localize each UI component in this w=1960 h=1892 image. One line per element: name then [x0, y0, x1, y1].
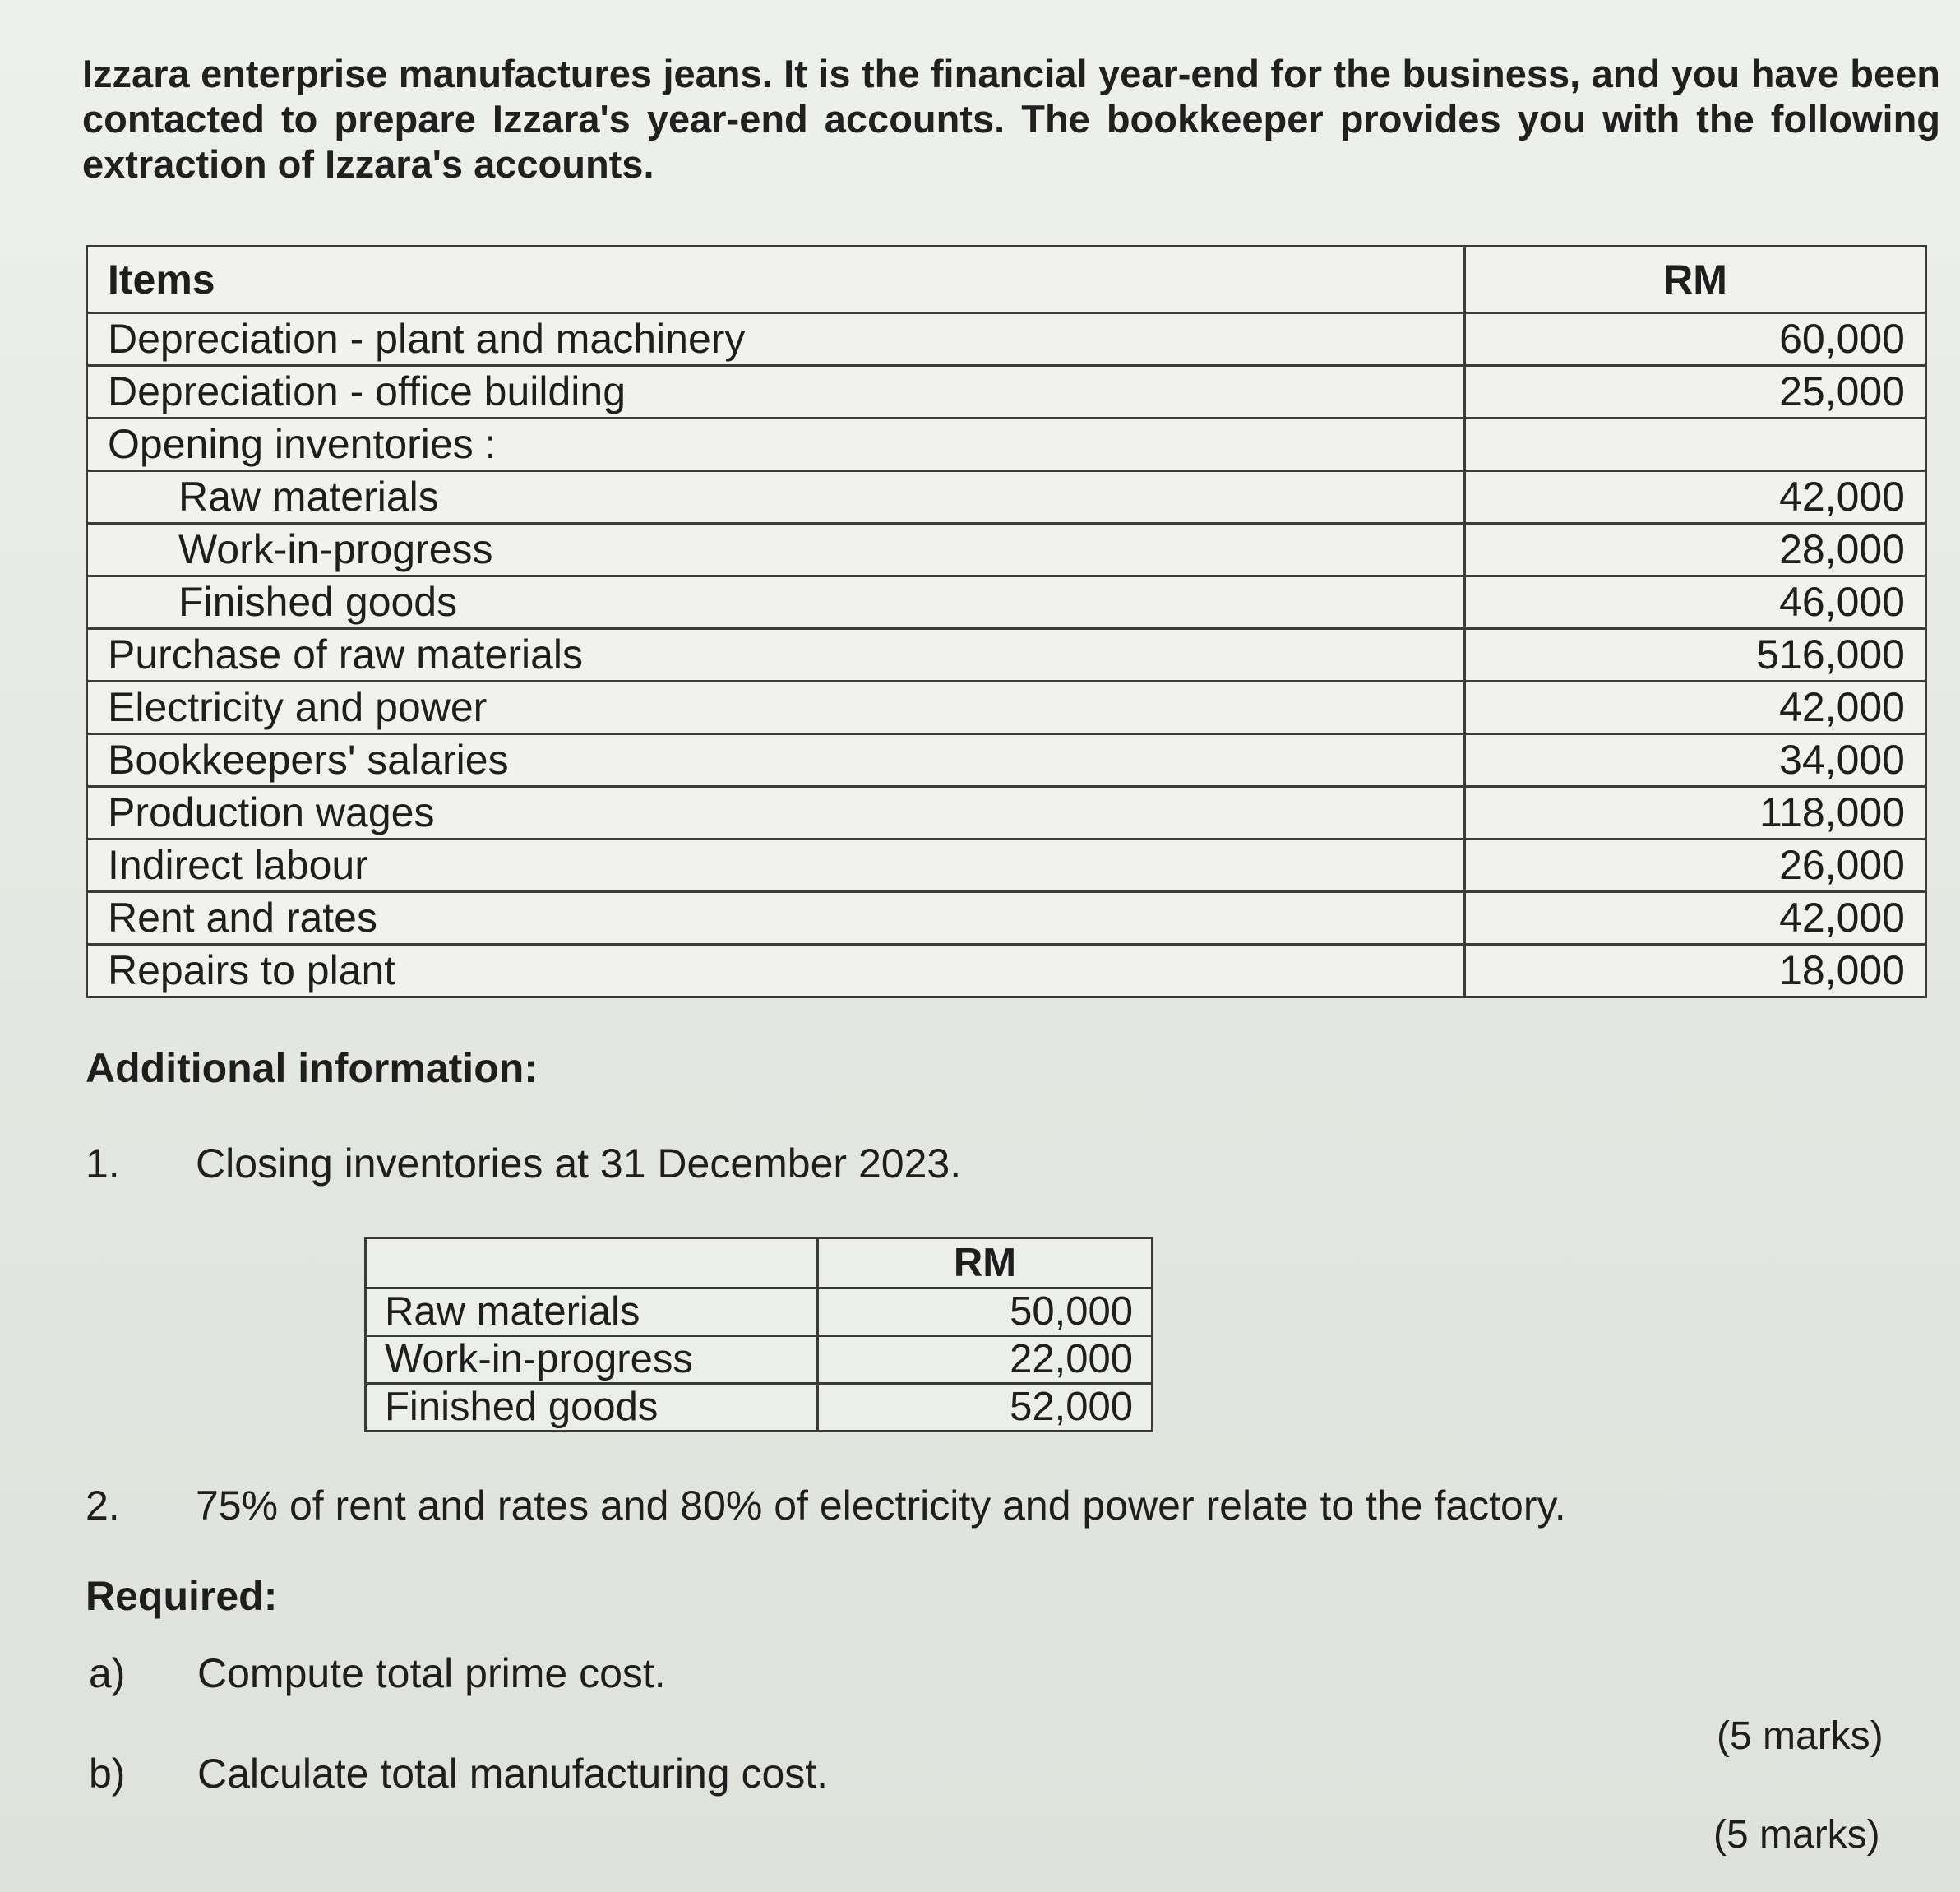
amount-cell: 42,000 — [1465, 471, 1926, 524]
amount-cell: 42,000 — [1465, 682, 1926, 734]
rm-header: RM — [1465, 247, 1926, 313]
table-header-row — [366, 1238, 1153, 1288]
table-row — [366, 1288, 1153, 1336]
intro-text: Izzara enterprise manufactures jeans. It is the financial year-end for the business, and you have been contacted to prepare Izzara's year-end accounts. The bookkeeper provides you with the following extraction of Izzara's accounts. — [82, 52, 1940, 186]
part-b-text: Calculate total manufacturing cost. — [197, 1751, 829, 1797]
amount-cell: 42,000 — [1465, 892, 1926, 945]
table-row — [87, 471, 1926, 524]
amount-cell: 52,000 — [818, 1384, 1153, 1432]
item-cell: Rent and rates — [87, 892, 1465, 945]
item-cell: Opening inventories : — [87, 419, 1465, 471]
table-row — [366, 1384, 1153, 1432]
table-row — [87, 734, 1926, 787]
table-row — [87, 787, 1926, 840]
table-row — [87, 682, 1926, 734]
amount-cell: 50,000 — [818, 1288, 1153, 1336]
items-header: Items — [87, 247, 1465, 313]
item-cell: Purchase of raw materials — [87, 629, 1465, 682]
amount-cell: 18,000 — [1465, 945, 1926, 997]
additional-info-heading: Additional information: — [86, 1045, 538, 1091]
amount-cell: 22,000 — [818, 1336, 1153, 1384]
table-row — [87, 576, 1926, 629]
item-cell: Electricity and power — [87, 682, 1465, 734]
part-a-text: Compute total prime cost. — [197, 1650, 666, 1696]
closing-inventories-table — [364, 1237, 1153, 1432]
required-heading: Required: — [86, 1573, 278, 1619]
part-b-label: b) — [89, 1751, 126, 1797]
amount-cell: 118,000 — [1465, 787, 1926, 840]
rm-header: RM — [818, 1238, 1153, 1288]
item-2-number: 2. — [86, 1483, 120, 1529]
item-1-text: Closing inventories at 31 December 2023. — [196, 1140, 962, 1187]
amount-cell — [1465, 419, 1926, 471]
accounts-table — [86, 245, 1927, 998]
amount-cell: 46,000 — [1465, 576, 1926, 629]
part-a-label: a) — [89, 1650, 126, 1696]
item-cell: Finished goods — [366, 1384, 818, 1432]
part-a-marks: (5 marks) — [1717, 1714, 1884, 1758]
part-b-marks: (5 marks) — [1713, 1813, 1880, 1857]
item-1-number: 1. — [86, 1140, 120, 1187]
item-cell: Indirect labour — [87, 840, 1465, 892]
item-cell: Work-in-progress — [366, 1336, 818, 1384]
intro-paragraph — [82, 51, 1940, 187]
item-cell: Raw materials — [366, 1288, 818, 1336]
table-row — [87, 892, 1926, 945]
table-row — [87, 313, 1926, 366]
item-cell: Depreciation - plant and machinery — [87, 313, 1465, 366]
item-cell: Finished goods — [87, 576, 1465, 629]
table-row — [87, 524, 1926, 576]
item-2-text: 75% of rent and rates and 80% of electricity and power relate to the factory. — [196, 1483, 1566, 1529]
table-row — [87, 366, 1926, 419]
table-row — [87, 419, 1926, 471]
amount-cell: 516,000 — [1465, 629, 1926, 682]
item-cell: Bookkeepers' salaries — [87, 734, 1465, 787]
item-cell: Work-in-progress — [87, 524, 1465, 576]
table-row — [87, 945, 1926, 997]
table-row — [366, 1336, 1153, 1384]
table-header-row — [87, 247, 1926, 313]
amount-cell: 25,000 — [1465, 366, 1926, 419]
amount-cell: 26,000 — [1465, 840, 1926, 892]
amount-cell: 28,000 — [1465, 524, 1926, 576]
amount-cell: 34,000 — [1465, 734, 1926, 787]
blank-header-cell — [366, 1238, 818, 1288]
item-cell: Raw materials — [87, 471, 1465, 524]
amount-cell: 60,000 — [1465, 313, 1926, 366]
item-cell: Production wages — [87, 787, 1465, 840]
table-row — [87, 840, 1926, 892]
table-row — [87, 629, 1926, 682]
item-cell: Repairs to plant — [87, 945, 1465, 997]
item-cell: Depreciation - office building — [87, 366, 1465, 419]
